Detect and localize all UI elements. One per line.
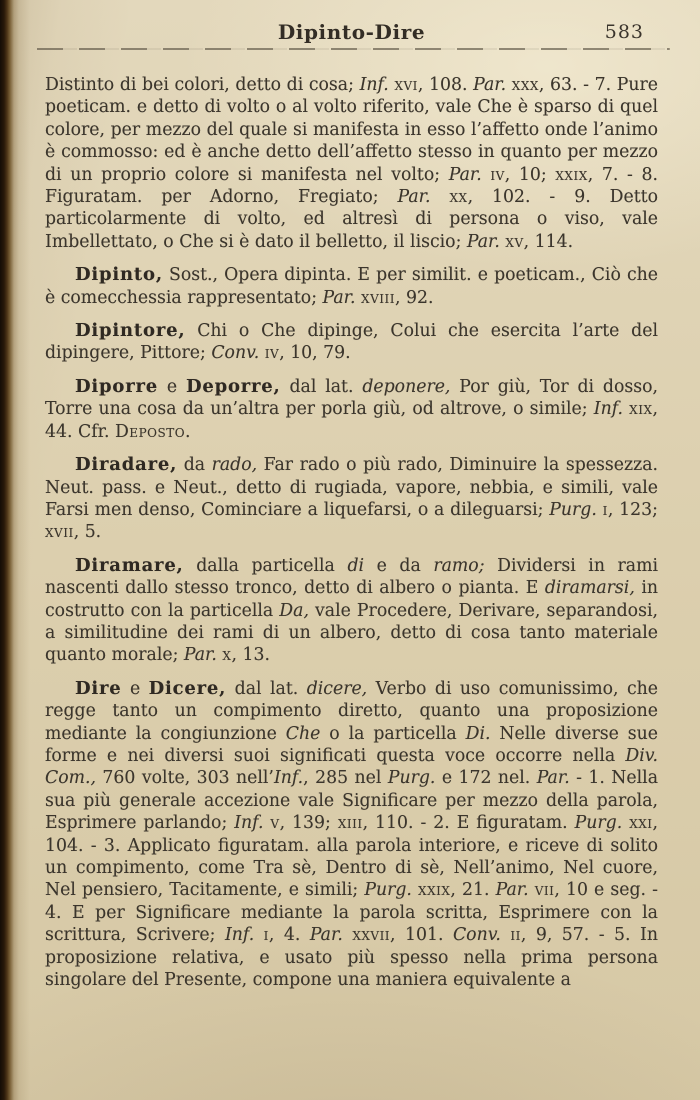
header-rule	[35, 48, 670, 50]
dictionary-entry: Diramare, dalla particella di e da ramo; Dividersi in rami nascenti dallo stesso tronco, detto di albero o pianta. E diramarsi, in costrutto con la particella Da, vale Procedere, Derivare, separandosi, a similitudine dei rami di un albero, detto di cosa tanto materiale quanto morale; Par. x, 13.	[45, 554, 659, 666]
header-title: Dipinto-Dire	[277, 20, 426, 44]
text-block	[45, 74, 658, 991]
dictionary-entry: Dire e Dicere, dal lat. dicere, Verbo di uso comunissimo, che regge tanto un compimento diretto, quanto una proposizione mediante la congiunzione Che o la particella Di. Nelle diverse sue forme e nei diversi suoi significati questa voce occorre nella Div. Com., 760 volte, 303 nell’Inf., 285 nel Purg. e 172 nel. Par. - 1. Nella sua più generale accezione vale Significare per mezzo della parola, Esprimere parlando; Inf. v, 139; xiii, 110. - 2. E figuratam. Purg. xxi, 104. - 3. Applicato figuratam. alla parola interiore, e riceve di solito un compimento, come Tra sè, Dentro di sè, Nell’animo, Nel cuore, Nel pensiero, Tacitamente, e simili; Purg. xxix, 21. Par. vii, 10 e seg. - 4. E per Significare mediante la parola scritta, Esprimere con la scrittura, Scrivere; Inf. i, 4. Par. xxvii, 101. Conv. ii, 9, 57. - 5. In proposizione relativa, e usato più spesso nella prima persona singolare del Presente, compone una maniera equivalente a	[45, 677, 659, 991]
dictionary-entry: Diradare, da rado, Far rado o più rado, Diminuire la spessezza. Neut. pass. e Neut., detto di rugiada, vapore, nebbia, e simili, vale Farsi men denso, Cominciare a liquefarsi, o a dileguarsi; Purg. i, 123; xvii, 5.	[45, 454, 658, 543]
dictionary-entry: Dipintore, Chi o Che dipinge, Colui che esercita l’arte del dipingere, Pittore; Conv. iv, 10, 79.	[45, 320, 658, 364]
page-number: 583	[604, 21, 644, 43]
running-header	[45, 20, 658, 46]
book-gutter-edge	[0, 0, 30, 1100]
paragraph: Distinto di bei colori, detto di cosa; Inf. xvi, 108. Par. xxx, 63. - 7. Pure poeticam. e detto di volto o al volto riferito, vale Che è sparso di quel colore, per mezzo del quale si manifesta in esso l’affetto onde l’animo è commosso: ed è anche detto dell’affetto stesso in quanto per mezzo di un proprio colore si manifesta nel volto; Par. iv, 10; xxix, 7. - 8. Figuratam. per Adorno, Fregiato; Par. xx, 102. - 9. Detto particolarmente di volto, ed altresì di persona o viso, vale Imbellettato, o Che si è dato il belletto, il liscio; Par. xv, 114.	[45, 75, 659, 252]
dictionary-entry: Diporre e Deporre, dal lat. deponere, Por giù, Tor di dosso, Torre una cosa da un’altra per porla giù, od altrove, o simile; Inf. xix, 44. Cfr. Deposto.	[45, 375, 659, 442]
dictionary-entry: Dipinto, Sost., Opera dipinta. E per similit. e poeticam., Ciò che è comecchessia rappresentato; Par. xviii, 92.	[45, 264, 658, 308]
